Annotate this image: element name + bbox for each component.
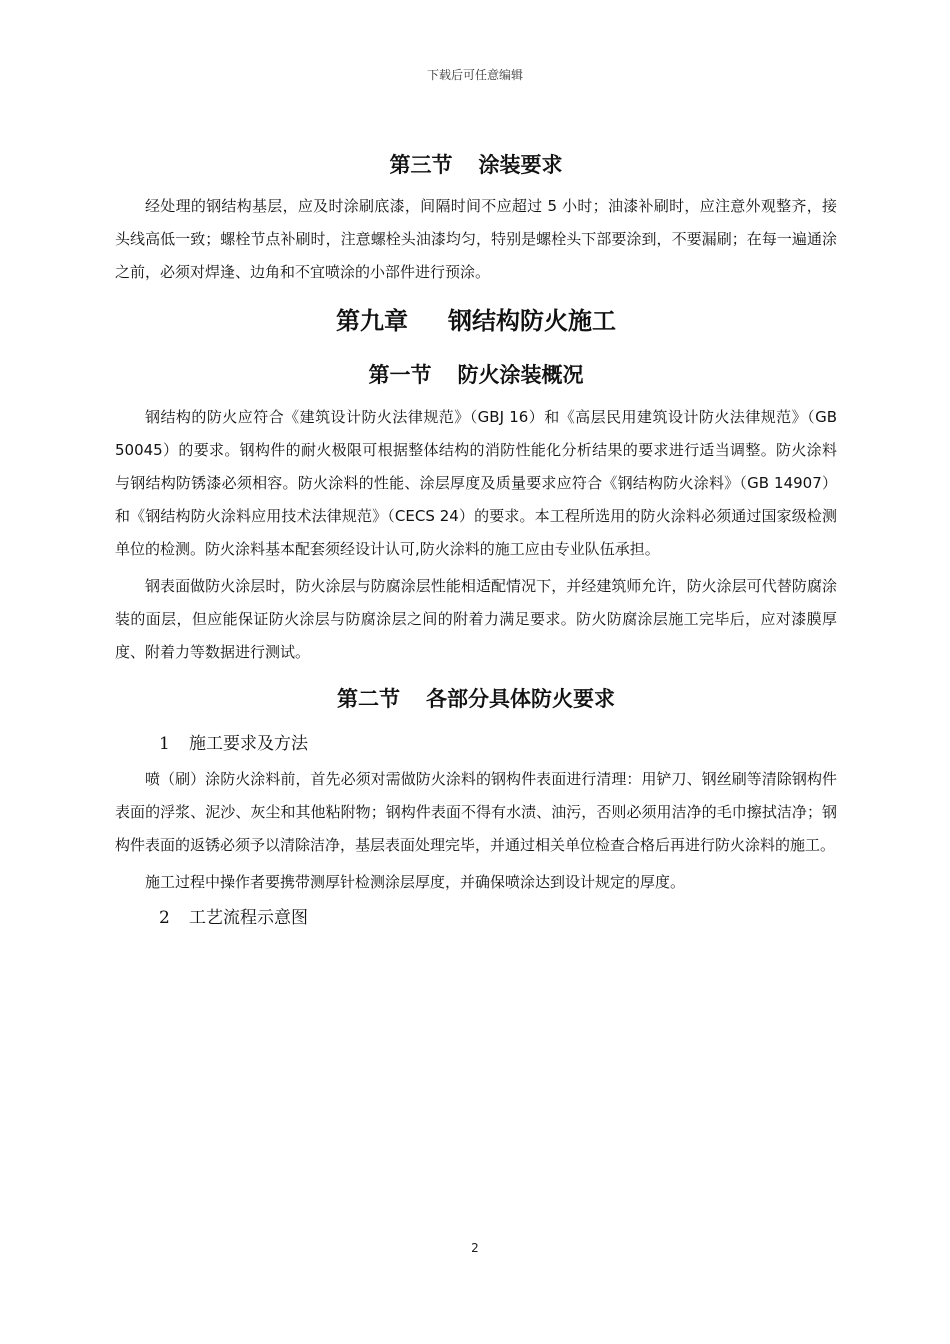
- section-3-title: 涂装要求: [478, 153, 563, 177]
- section-2-item-2-number: 2: [159, 908, 170, 928]
- section-1-title: 防火涂装概况: [457, 363, 584, 387]
- section-2-number: 第二节: [337, 687, 400, 711]
- page-content: [115, 145, 837, 935]
- chapter-9-number: 第九章: [336, 307, 408, 335]
- section-2-item-2: [115, 901, 837, 935]
- section-3-paragraph: 经处理的钢结构基层，应及时涂刷底漆，间隔时间不应超过 5 小时；油漆补刷时，应注意外观整齐，接头线高低一致；螺栓节点补刷时，注意螺栓头油漆均匀，特别是螺栓头下部要涂到，不要漏刷；在每一遍通涂之前，必须对焊逢、边角和不宜喷涂的小部件进行预涂。: [115, 197, 837, 281]
- section-2-item-2-label: 工艺流程示意图: [189, 908, 308, 928]
- chapter-9-title: 钢结构防火施工: [448, 307, 616, 335]
- section-1-paragraph-1: 钢结构的防火应符合《建筑设计防火法律规范》（GBJ 16）和《高层民用建筑设计防火法律规范》（GB 50045）的要求。钢构件的耐火极限可根据整体结构的消防性能化分析结果的要求进行适当调整。防火涂料与钢结构防锈漆必须相容。防火涂料的性能、涂层厚度及质量要求应符合《钢结构防火涂料》（GB 14907）和《钢结构防火涂料应用技术法律规范》（CECS 24）的要求。本工程所选用的防火涂料必须通过国家级检测单位的检测。防火涂料基本配套须经设计认可,防火涂料的施工应由专业队伍承担。: [115, 408, 837, 558]
- section-1-number: 第一节: [368, 363, 432, 387]
- section-2-title: 各部分具体防火要求: [426, 687, 615, 711]
- section-2-item-1-label: 施工要求及方法: [189, 734, 308, 754]
- section-2-item-1: [115, 727, 837, 761]
- section-3-number: 第三节: [389, 153, 453, 177]
- chapter-9-heading: [115, 297, 837, 345]
- section-2-heading: [115, 679, 837, 719]
- header-note: 下载后可任意编辑: [426, 68, 523, 82]
- section-1-heading: [115, 355, 837, 395]
- section-2-item-1-number: 1: [159, 734, 170, 754]
- section-2-paragraph-2: 施工过程中操作者要携带测厚针检测涂层厚度，并确保喷涂达到设计规定的厚度。: [145, 873, 686, 891]
- section-2-paragraph-1: 喷（刷）涂防火涂料前，首先必须对需做防火涂料的钢构件表面进行清理：用铲刀、钢丝刷等清除钢构件表面的浮浆、泥沙、灰尘和其他粘附物；钢构件表面不得有水渍、油污，否则必须用洁净的毛巾擦拭洁净；钢构件表面的返锈必须予以清除洁净，基层表面处理完毕，并通过相关单位检查合格后再进行防火涂料的施工。: [115, 770, 837, 854]
- section-1-paragraph-2: 钢表面做防火涂层时，防火涂层与防腐涂层性能相适配情况下，并经建筑师允许，防火涂层可代替防腐涂装的面层，但应能保证防火涂层与防腐涂层之间的附着力满足要求。防火防腐涂层施工完毕后，应对漆膜厚度、附着力等数据进行测试。: [115, 577, 837, 661]
- section-3-heading: [115, 145, 837, 185]
- page-number: 2: [471, 1241, 479, 1255]
